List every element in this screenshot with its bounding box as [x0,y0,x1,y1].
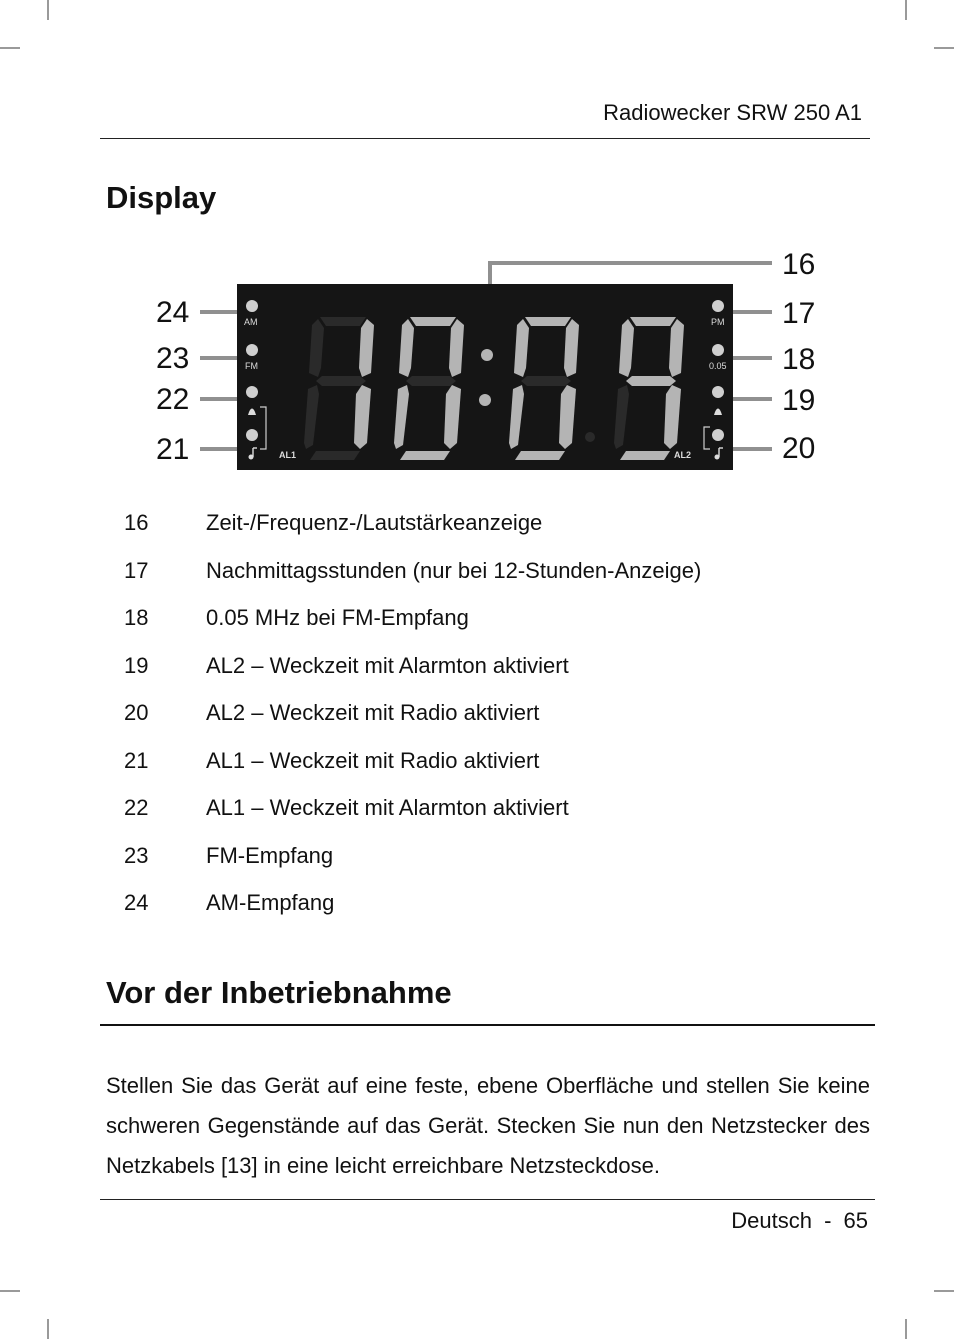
fm-indicator-label: FM [245,361,258,371]
legend-text: Zeit-/Frequenz-/Lautstärkeanzeige [206,510,543,535]
legend-number: 19 [124,652,149,678]
crop-mark [934,1290,954,1292]
pm-indicator-label: PM [711,317,725,327]
display-legend [124,510,824,938]
legend-number: 20 [124,700,149,725]
am-indicator-label: AM [244,317,258,327]
legend-number: 21 [124,747,149,773]
list-item [124,653,824,701]
section-heading-setup: Vor der Inbetriebnahme [106,975,452,1010]
callout-number: 16 [782,248,816,281]
section-rule [100,1024,875,1026]
legend-number: 22 [124,795,149,820]
legend-text: AL2 – Weckzeit mit Radio aktiviert [206,700,540,725]
crop-mark [0,47,20,49]
list-item [124,700,824,748]
crop-mark [47,1319,49,1339]
freq-step-indicator-label: 0.05 [709,361,727,371]
list-item [124,510,824,558]
callout-number: 24 [156,296,190,329]
al1-indicator-label: AL1 [279,450,297,460]
callout-number: 18 [782,343,816,376]
crop-mark [47,0,49,20]
list-item [124,558,824,606]
display-figure [140,242,820,482]
callout-number: 22 [156,383,190,416]
legend-text: AL1 – Weckzeit mit Alarmton aktiviert [206,795,569,820]
crop-mark [0,1290,20,1292]
section-heading-display: Display [106,180,217,215]
legend-text: AL2 – Weckzeit mit Alarmton aktiviert [206,652,569,678]
footer-separator: - [824,1208,832,1233]
legend-text: FM-Empfang [206,842,334,868]
legend-number: 24 [124,890,149,915]
page-footer [731,1208,868,1234]
crop-mark [905,1319,907,1339]
setup-paragraph: Stellen Sie das Gerät auf eine feste, ebene Oberfläche und stellen Sie keine schweren Gegenstände auf das Gerät. Stecken Sie nun den Netzstecker des Netzkabels [13] in eine leicht erreichbare Netzsteckdose. [106,1073,870,1178]
crop-mark [934,47,954,49]
legend-number: 16 [124,510,149,535]
list-item [124,890,824,938]
callout-number: 20 [782,432,816,465]
running-header-title: Radiowecker SRW 250 A1 [603,100,862,125]
list-item [124,748,824,796]
crop-mark [905,0,907,20]
legend-text: 0.05 MHz bei FM-Empfang [206,605,469,630]
footer-language: Deutsch [731,1208,812,1233]
list-item [124,843,824,891]
display-diagram [140,242,820,482]
header-rule [100,138,870,139]
legend-text: Nachmittagsstunden (nur bei 12-Stunden-Anzeige) [206,557,702,583]
callout-number: 23 [156,342,190,375]
callout-number: 17 [782,297,816,330]
list-item [124,795,824,843]
legend-number: 23 [124,842,149,868]
legend-number: 18 [124,605,149,630]
callout-number: 21 [156,433,190,466]
footer-rule [100,1199,875,1200]
legend-number: 17 [124,557,149,583]
list-item [124,605,824,653]
legend-text: AL1 – Weckzeit mit Radio aktiviert [206,747,540,773]
al2-indicator-label: AL2 [674,450,692,460]
page-number: 65 [843,1208,868,1233]
callout-number: 19 [782,384,816,417]
legend-text: AM-Empfang [206,890,335,915]
